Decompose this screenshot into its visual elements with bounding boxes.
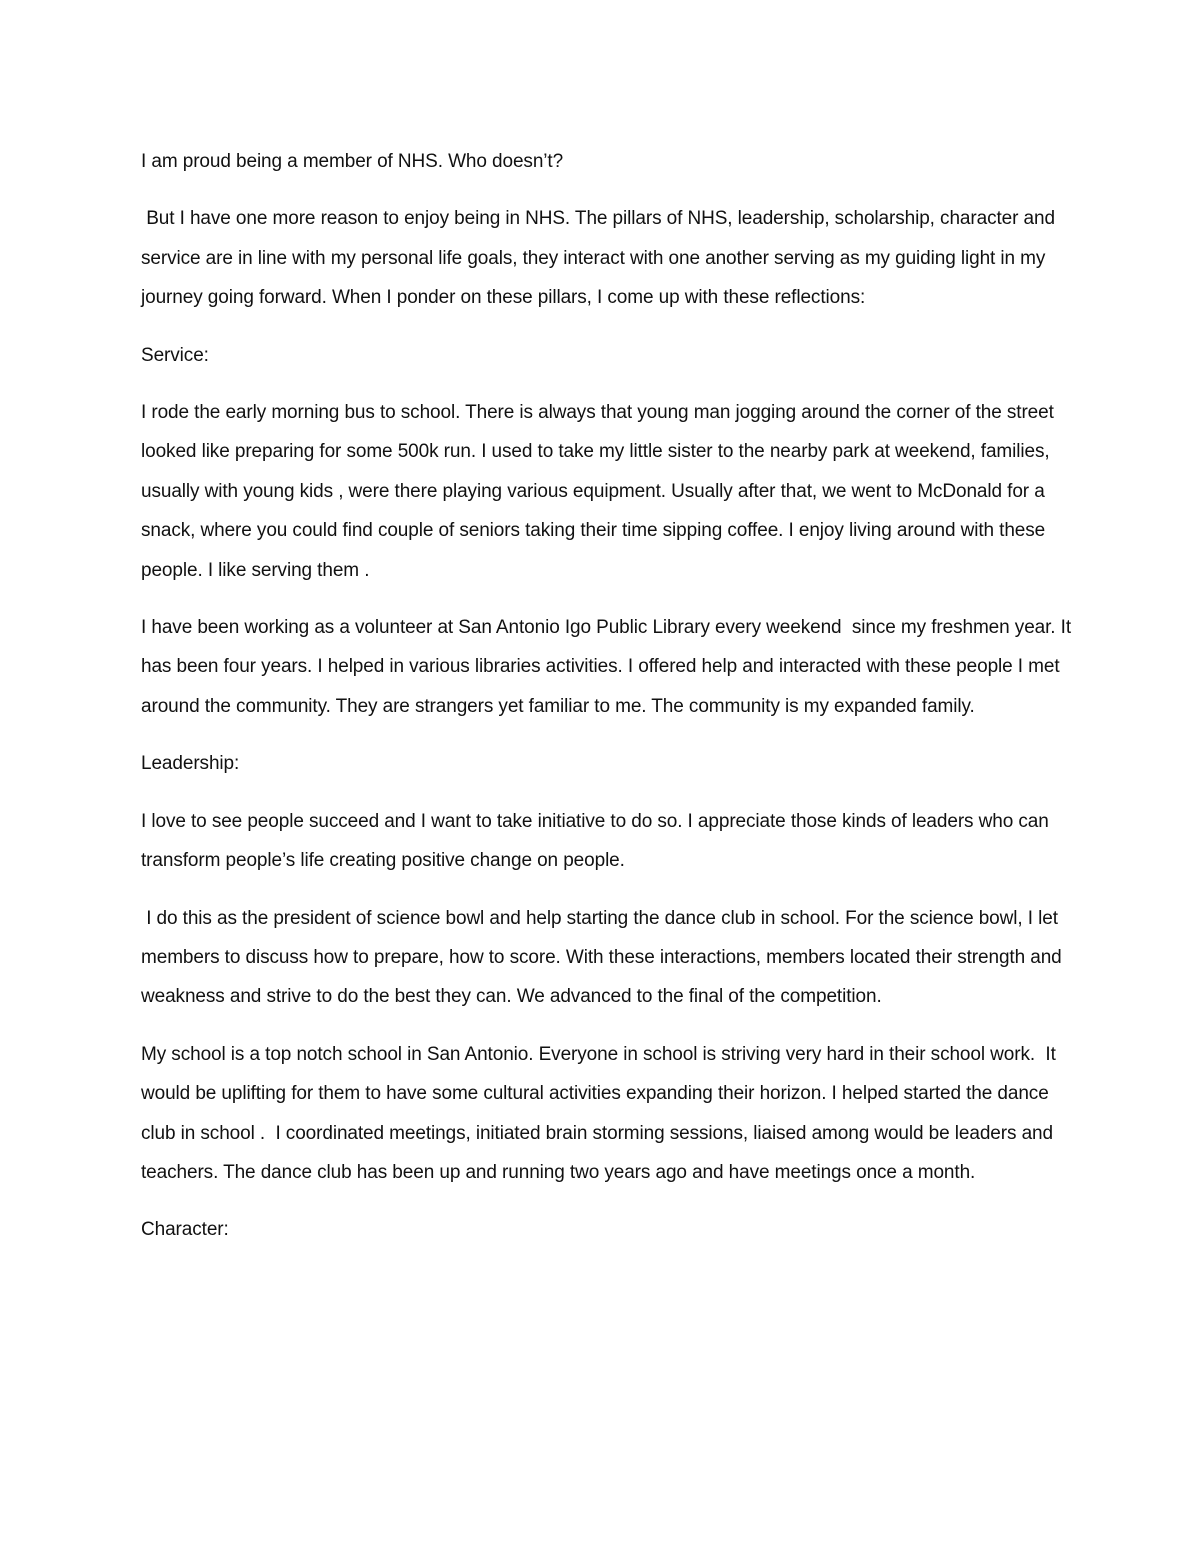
leadership-paragraph-3: My school is a top notch school in San Antonio. Everyone in school is striving very hard in their school work. It would be uplifting for them to have some cultural activities expanding their horizon. I helped started the dance club in school . I coordinated meetings, initiated brain storming sessions, liaised among would be leaders and teachers. The dance club has been up and running two years ago and have meetings once a month. [141, 1043, 1061, 1183]
service-paragraph-2: I have been working as a volunteer at San Antonio Igo Public Library every weekend since my freshmen year. It has been four years. I helped in various libraries activities. I offered help and interacted with these people I met around the community. They are strangers yet familiar to me. The community is my expanded family. [141, 617, 1077, 717]
intro-paragraph: I am proud being a member of NHS. Who doesn’t? [141, 151, 564, 172]
pillars-paragraph: But I have one more reason to enjoy being in NHS. The pillars of NHS, leadership, scholarship, character and service are in line with my personal life goals, they interact with one another serving as my guiding light in my journey going forward. When I ponder on these pillars, I come up with these reflections: [141, 208, 1061, 309]
leadership-paragraph-2: I do this as the president of science bowl and help starting the dance club in school. For the science bowl, I let members to discuss how to prepare, how to score. With these interactions, members located their strength and weakness and strive to do the best they can. We advanced to the final of the competition. [141, 907, 1067, 1008]
character-heading: Character: [141, 1219, 229, 1241]
service-paragraph-1: I rode the early morning bus to school. There is always that young man jogging around the corner of the street looked like preparing for some 500k run. I used to take my little sister to the nearby park at weekend, families, usually with young kids , were there playing various equipment. Usually after that, we went to McDonald for a snack, where you could find couple of seniors taking their time sipping coffee. I enjoy living around with these people. I like serving them . [141, 402, 1059, 581]
document-body [141, 142, 1081, 1250]
leadership-paragraph-1: I love to see people succeed and I want to take initiative to do so. I appreciate those kinds of leaders who can transform people’s life creating positive change on people. [141, 810, 1054, 872]
service-heading: Service: [141, 344, 209, 366]
leadership-heading: Leadership: [141, 753, 240, 775]
